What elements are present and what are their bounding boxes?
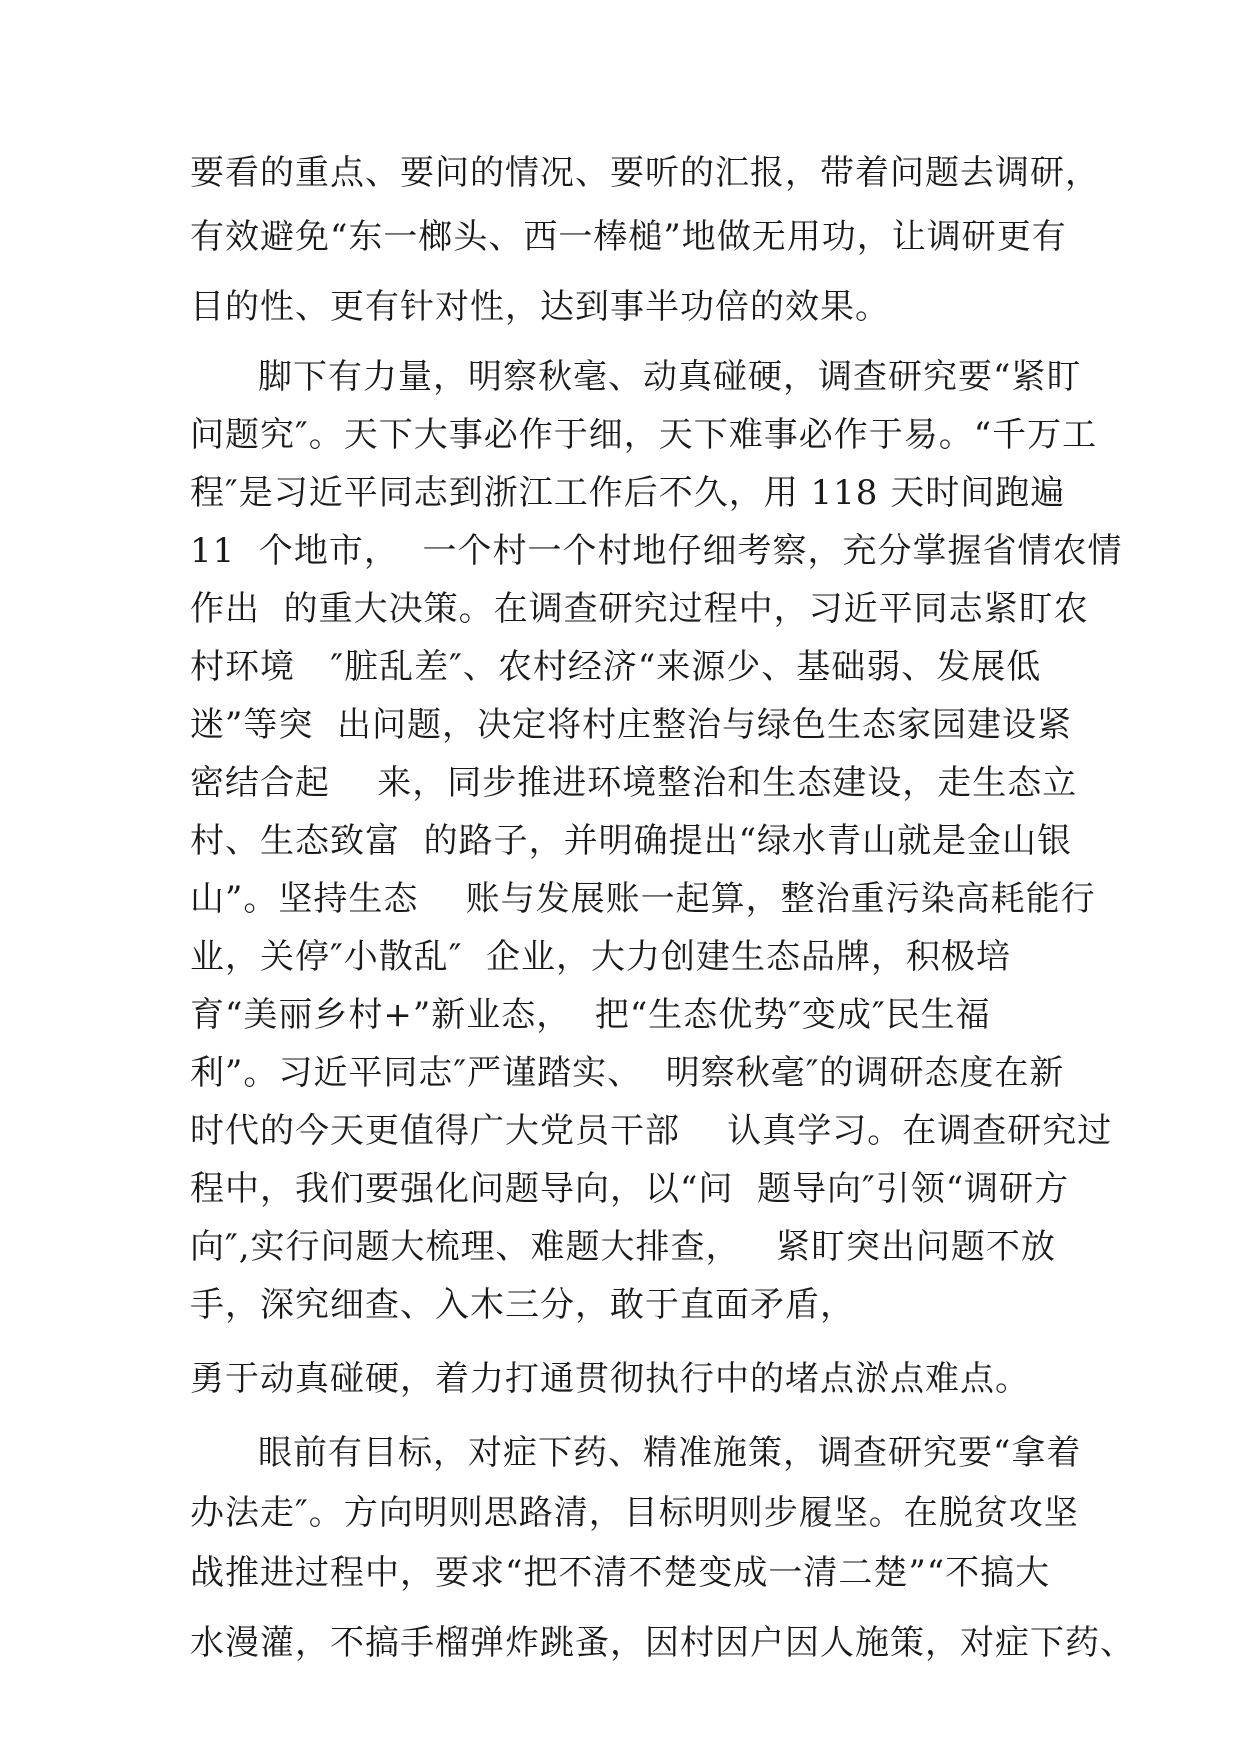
text-line-3: 目的性、更有针对性，达到事半功倍的效果。 bbox=[190, 287, 890, 327]
paragraph-3-line-1: 眼前有目标，对症下药、精准施策，调查研究要“拿着 bbox=[258, 1433, 1082, 1473]
text-line-20: 手，深究细查、入木三分，敢于直面矛盾， bbox=[190, 1285, 855, 1325]
text-line-15: 育“美丽乡村+”新业态， 把“生态优势″变成″民生福 bbox=[190, 995, 991, 1035]
text-line-7: 11 个地市， 一个村一个村地仔细考察，充分掌握省情农情 bbox=[190, 531, 1123, 571]
text-line-14: 业，关停″小散乱″ 企业，大力创建生态品牌，积极培 bbox=[190, 937, 1012, 977]
text-line-19: 向″,实行问题大梳理、难题大排查， 紧盯突出问题不放 bbox=[190, 1227, 1056, 1267]
text-line-24: 战推进过程中，要求“把不清不楚变成一清二楚”“不搞大 bbox=[190, 1553, 1051, 1593]
text-line-23: 办法走″。方向明则思路清，目标明则步履坚。在脱贫攻坚 bbox=[190, 1493, 1079, 1533]
text-line-6: 程″是习近平同志到浙江工作后不久，用 118 天时间跑遍 bbox=[190, 473, 1066, 513]
text-line-21: 勇于动真碰硬，着力打通贯彻执行中的堵点淤点难点。 bbox=[190, 1359, 1030, 1399]
text-line-18: 程中，我们要强化问题导向，以“问 题导向″引领“调研方 bbox=[190, 1169, 1070, 1209]
text-line-2: 有效避免“东一榔头、西一棒槌”地做无用功，让调研更有 bbox=[190, 217, 1067, 257]
text-line-17: 时代的今天更值得广大党员干部 认真学习。在调查研究过 bbox=[190, 1111, 1113, 1151]
text-line-12: 村、生态致富 的路子，并明确提出“绿水青山就是金山银 bbox=[190, 821, 1072, 861]
text-line-1: 要看的重点、要问的情况、要听的汇报，带着问题去调研， bbox=[190, 153, 1100, 193]
text-line-8: 作出 的重大决策。在调查研究过程中，习近平同志紧盯农 bbox=[190, 589, 1089, 629]
text-line-11: 密结合起 来，同步推进环境整治和生态建设，走生态立 bbox=[190, 763, 1078, 803]
text-line-5: 问题究″。天下大事必作于细，天下难事必作于易。“千万工 bbox=[190, 415, 1098, 455]
text-line-9: 村环境 ″脏乱差″、农村经济“来源少、基础弱、发展低 bbox=[190, 647, 1042, 687]
paragraph-2-line-1: 脚下有力量，明察秋毫、动真碰硬，调查研究要“紧盯 bbox=[258, 357, 1082, 397]
text-line-10: 迷”等突 出问题，决定将村庄整治与绿色生态家园建设紧 bbox=[190, 705, 1072, 745]
text-line-13: 山”。坚持生态 账与发展账一起算，整治重污染高耗能行 bbox=[190, 879, 1096, 919]
text-line-16: 利”。习近平同志″严谨踏实、 明察秋毫″的调研态度在新 bbox=[190, 1053, 1065, 1093]
text-line-25: 水漫灌，不搞手榴弹炸跳蚤，因村因户因人施策，对症下药、 bbox=[190, 1623, 1135, 1663]
